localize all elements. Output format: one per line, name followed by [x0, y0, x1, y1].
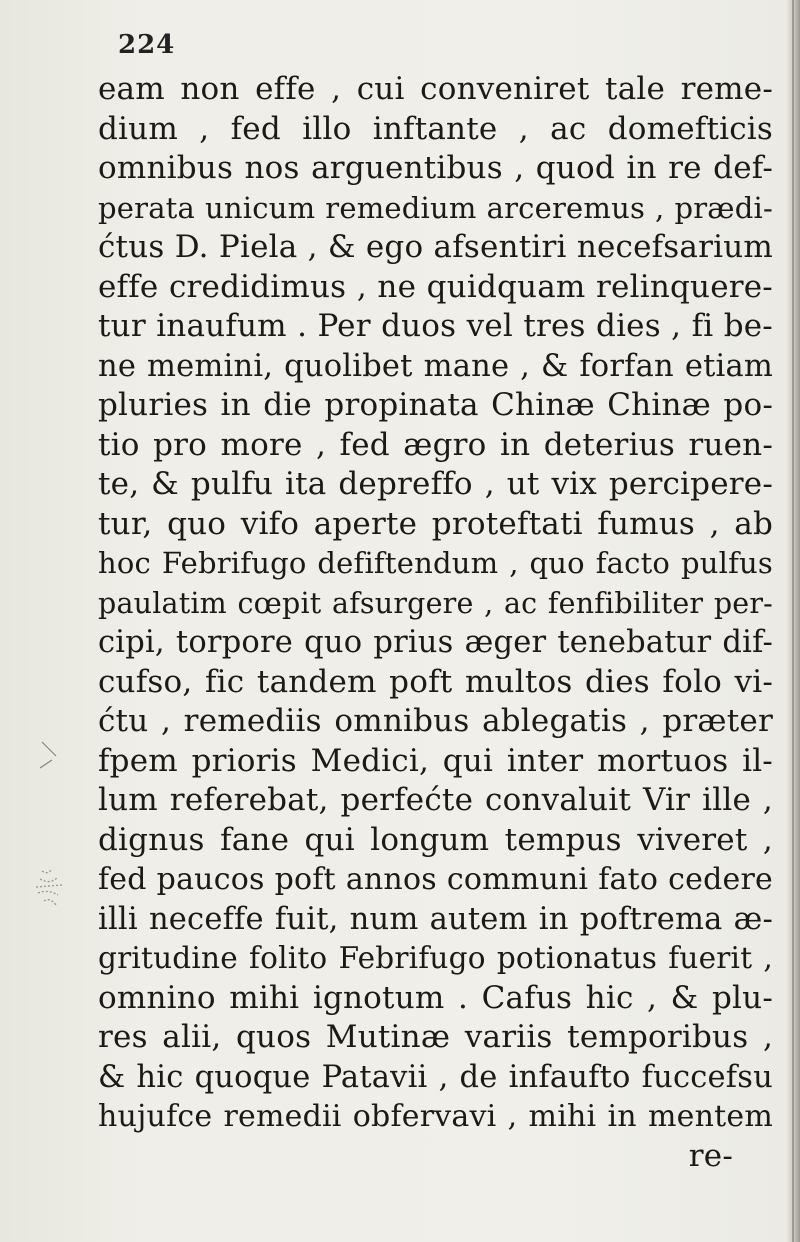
text-line: perata unicum remedium arceremus , prædi- [98, 190, 773, 225]
text-line: lum referebat, perfećte convaluit Vir ille , [98, 782, 773, 818]
text-line: fpem prioris Medici, qui inter mortuos il- [98, 742, 773, 779]
margin-annotation-icon [28, 865, 78, 915]
text-line: gritudine folito Febrifugo potionatus fuerit , [98, 941, 773, 975]
text-line: paulatim cœpit afsurgere , ac fenfibiliter per- [98, 586, 773, 620]
text-line: hoc Febrifugo defiftendum , quo facto pulfus [98, 546, 773, 580]
text-line: tur, quo vifo aperte proteftati fumus , ab [98, 505, 773, 542]
text-line: omnibus nos arguentibus , quod in re def- [98, 150, 773, 186]
text-line: cipi, torpore quo prius æger tenebatur dif- [98, 625, 773, 660]
text-line: ne memini, quolibet mane , & forfan etiam [98, 348, 773, 384]
page-edge-line [792, 0, 794, 1242]
page-number: 224 [118, 30, 176, 60]
text-line: ćtu , remediis omnibus ablegatis , præter [98, 703, 773, 739]
text-line: te, & pulfu ita depreffo , ut vix percipere- [98, 466, 773, 502]
text-line: dignus fane qui longum tempus viveret , [98, 821, 773, 858]
text-line: fed paucos poft annos communi fato cedere [98, 862, 773, 897]
text-line: tur inaufum . Per duos vel tres dies , fi be- [98, 308, 773, 344]
text-line: pluries in die propinata Chinæ Chinæ po- [98, 387, 773, 423]
text-line: res alii, quos Mutinæ variis temporibus , [98, 1019, 773, 1055]
text-line: illi neceffe fuit, num autem in poftrema æ- [98, 901, 773, 937]
text-line: omnino mihi ignotum . Cafus hic , & plu- [98, 979, 773, 1016]
text-line: hujufce remedii obfervavi , mihi in mentem [98, 1099, 773, 1134]
text-line: tio pro more , fed ægro in deterius ruen- [98, 426, 773, 463]
text-line: & hic quoque Patavii , de infaufto fuccefsu [98, 1059, 773, 1095]
text-line: dium , fed illo inftante , ac domefticis [98, 110, 773, 147]
catchword: re- [688, 1137, 733, 1174]
text-line: eam non effe , cui conveniret tale reme- [98, 71, 773, 107]
body-text [98, 70, 773, 1176]
margin-mark-icon [36, 738, 66, 778]
text-line: cufso, fic tandem poft multos dies folo vi- [98, 663, 773, 700]
text-line: effe credidimus , ne quidquam relinquere- [98, 268, 773, 305]
text-line: ćtus D. Piela , & ego afsentiri necefsarium [98, 229, 773, 265]
